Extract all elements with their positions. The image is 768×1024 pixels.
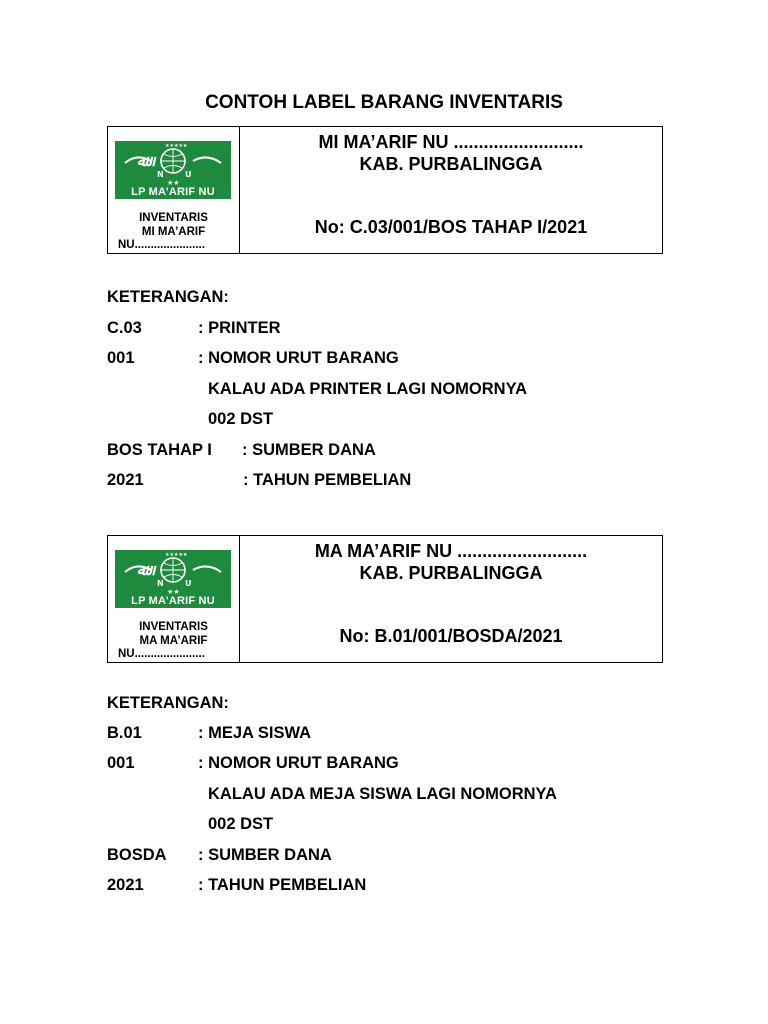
inventory-owner-text [108,212,239,253]
svg-text:U: U [185,170,192,179]
school-line-2: KAB. PURBALINGGA [359,154,543,174]
note-value: 002 DST [208,815,274,833]
note-value: : TAHUN PEMBELIAN [243,471,412,489]
school-name [240,131,662,175]
inventory-label-2 [107,535,663,663]
svg-text:U: U [185,579,192,588]
note-value: KALAU ADA MEJA SISWA LAGI NOMORNYA [208,785,557,803]
svg-text:ﷲ: ﷲ [137,561,146,579]
svg-text:★★★★★: ★★★★★ [165,143,188,149]
note-key: B.01 [107,724,142,742]
label-logo-cell [108,536,240,662]
note-key: 2021 [107,876,144,894]
inv-line-1: INVENTARIS [139,212,208,224]
note-value: : SUMBER DANA [242,441,376,459]
label-logo-cell [108,127,240,253]
note-key: 001 [107,349,135,367]
notes-heading: KETERANGAN: [107,288,229,306]
inv-line-3: NU...................... [118,648,205,660]
school-line-1: MI MA’ARIF NU .......................... [318,132,584,152]
lp-maarif-nu-logo-icon [115,141,231,199]
school-name [240,540,662,584]
school-line-2: KAB. PURBALINGGA [359,563,543,583]
lp-maarif-nu-logo-icon [115,550,231,608]
inventory-number: No: B.01/001/BOSDA/2021 [339,626,563,646]
notes-heading: KETERANGAN: [107,694,229,712]
inventory-owner-text [108,621,239,662]
inv-line-3: NU...................... [118,239,205,251]
inv-line-2: MA MA’ARIF [139,634,208,647]
note-key: BOSDA [107,846,167,864]
label-info-cell [240,127,662,253]
svg-text:N: N [157,170,164,179]
note-value: : TAHUN PEMBELIAN [198,876,367,894]
note-value: KALAU ADA PRINTER LAGI NOMORNYA [208,380,528,398]
school-line-1: MA MA’ARIF NU .......................... [314,541,588,561]
svg-text:★★: ★★ [167,588,180,596]
svg-text:★★: ★★ [167,179,180,187]
svg-text:ﷲ: ﷲ [137,152,146,170]
inventory-label-1 [107,126,663,254]
inv-line-1: INVENTARIS [139,621,208,633]
note-value: 002 DST [208,410,274,428]
note-key: BOS TAHAP I [107,441,212,459]
note-key: C.03 [107,319,142,337]
note-value: : SUMBER DANA [198,846,332,864]
logo-text: LP MA’ARIF NU [131,186,215,198]
svg-text:★★★★★: ★★★★★ [165,552,188,558]
note-value: : PRINTER [198,319,281,337]
label-info-cell [240,536,662,662]
note-value: : NOMOR URUT BARANG [198,349,399,367]
note-key: 2021 [107,471,144,489]
inv-line-2: MI MA’ARIF [141,225,206,238]
logo-text: LP MA’ARIF NU [131,595,215,607]
svg-text:N: N [157,579,164,588]
note-key: 001 [107,754,135,772]
note-value: : NOMOR URUT BARANG [198,754,399,772]
page-title: CONTOH LABEL BARANG INVENTARIS [205,92,563,113]
note-value: : MEJA SISWA [198,724,312,742]
inventory-number: No: C.03/001/BOS TAHAP I/2021 [314,217,588,237]
